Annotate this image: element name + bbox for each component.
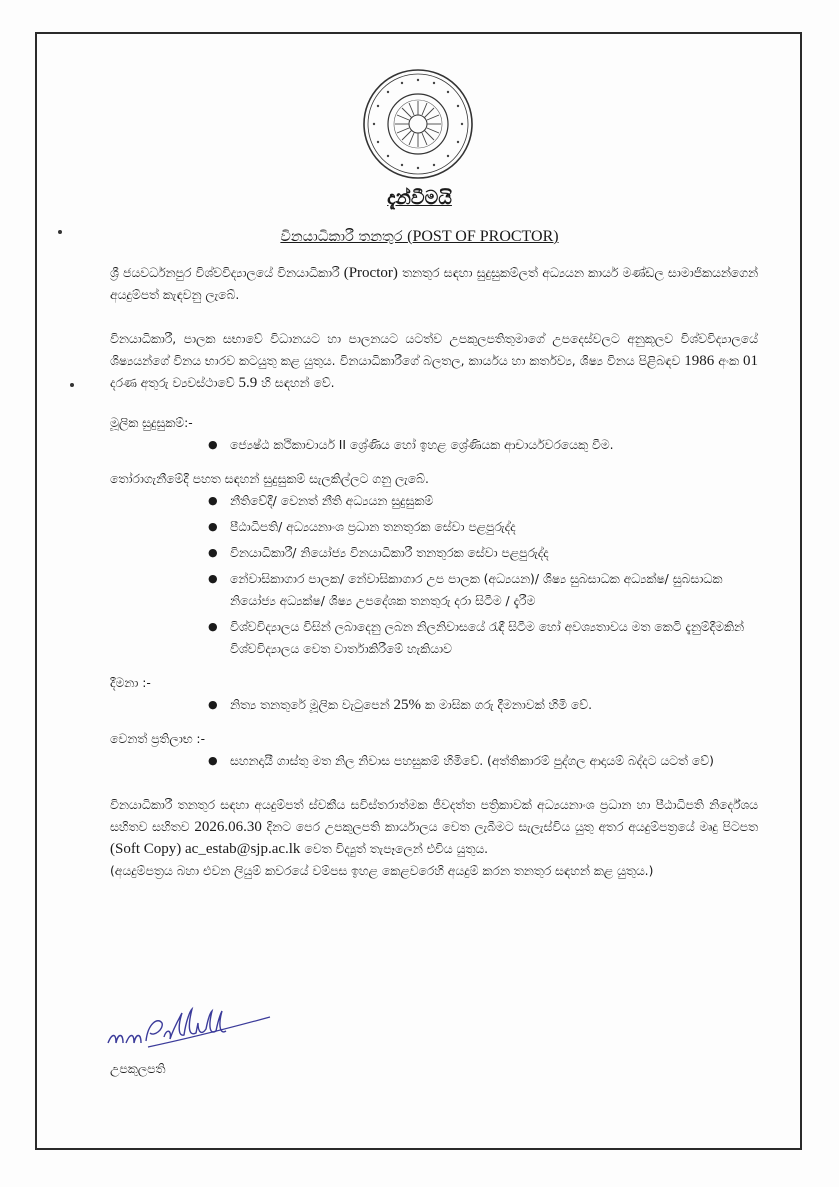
list-item: ● පීඨාධිපති/ අධ්‍යයනාංශ ප්‍රධාන තනතුරක සේවා පළපුරුද්ද xyxy=(208,516,758,538)
list-item xyxy=(208,694,758,716)
duties-text-3: දරණ අතුරු ව්‍යවස්ථාවේ xyxy=(110,376,235,390)
intro-text-1: ශ්‍රී ජයවර්ධනපුර විශ්වවිද්‍යාලයේ විනයාධිකාරී xyxy=(110,266,340,280)
allowance-heading: දීමනා :- xyxy=(110,676,151,690)
list-item: ● නේවාසිකාගාර පාලක/ නේවාසිකාගාර උප පාලක (අධ්‍යයන)/ ශිෂ්‍ය සුබසාධක අධ්‍යක්ෂ/ සුබසාධක නියෝජ්‍ය අධ්‍යක්ෂ/ ශිෂ්‍ය උපදේශක තනතුරු දරා සිටීම / දැරීම xyxy=(208,568,758,612)
list-item: ● විශ්වවිද්‍යාලය විසින් ලබාදෙනු ලබන නිලනිවාසයේ රැඳී සිටීම හෝ අවශ්‍යතාවය මත කෙටි දැනුම්දීමකින් විශ්වවිද්‍යාලය වෙත වාර්තාකිරීමේ හැකියාව xyxy=(208,616,758,660)
list-item: ● නීතිවේදී/ වෙනත් නීති අධ්‍යයන සුදුසුකම් xyxy=(208,490,758,512)
basic-qualifications-heading: මූලික සුදුසුකම්:- xyxy=(110,416,193,430)
allowance-text-1: නිත්‍ය තනතුරේ මූලික වැටුපෙන් xyxy=(230,698,390,712)
basic-qualifications-list xyxy=(110,434,758,456)
duties-text-1: විනයාධිකාරී, පාලක සභාවේ විධානයට හා පාලනයට යටත්ව උපකුලපතිතුමාගේ උපදෙස්වලට අනුකූලව විශ්වවිද්‍යාලයේ ශිෂ්‍යයන්ගේ විනය භාරව කටයුතු කළ යුතුය. විනයාධිකාරීගේ බලතල, කාර්යය හා කර්තව්‍ය, ශිෂ්‍ය විනය පිළිබඳව xyxy=(110,332,758,368)
benefits-heading: වෙනත් ප්‍රතිලාභ :- xyxy=(110,732,205,746)
subtitle-si: විනයාධිකාරී තනතුර xyxy=(280,229,403,245)
allowance-percent: 25% xyxy=(393,697,421,713)
notice-body xyxy=(110,262,758,882)
note-text-1: විනයාධිකාරී තනතුර සඳහා අයදුම්පත් ස්වකීය සවිස්තරාත්මක ජීවදත්ත පත්‍රිකාවක් අධ්‍යයනාංශ ප්‍රධාන හා පීඨාධිපති නිර්දේශය සහිතව සහිතව xyxy=(110,798,758,834)
university-seal-icon xyxy=(362,68,474,180)
duties-clause: 5.9 xyxy=(238,375,258,391)
note-text-3: වෙත විද්‍යුත් තැපෑලෙන් එවිය යුතුය. xyxy=(304,842,489,856)
note-text-2: දිනට පෙර උපකුලපති කාර්යාලය වෙත ලැබීමට සැලැස්විය යුතු අතර අයදුම්පත්‍රයේ මෘදු පිටපත xyxy=(266,820,758,834)
page-subtitle xyxy=(0,228,839,246)
benefits-list xyxy=(110,750,758,772)
duties-number: 01 xyxy=(742,353,758,369)
duties-text-4: හි සඳහන් වේ. xyxy=(261,376,335,390)
subtitle-en: (POST OF PROCTOR) xyxy=(407,228,559,245)
allowance-text-2: ක මාසික ගරු දීමනාවක් හිමි වේ. xyxy=(424,698,593,712)
list-item: ● සහනදායී ගාස්තු මත නිල නිවාස පහසුකම් හිමිවේ. (අත්තිකාරම් පුද්ගල ආදායම් බද්දට යටත් වේ) xyxy=(208,750,758,772)
envelope-note: (අයදුම්පත්‍රය බහා එවන ලියුම් කවරයේ වම්පස ඉහළ කෙළවරෙහි අයදුම් කරන තනතුර සඳහන් කළ යුතුය.) xyxy=(110,864,654,878)
scan-speck xyxy=(58,230,62,234)
signature-mark xyxy=(106,1003,276,1053)
allowance-list xyxy=(110,694,758,716)
page-title: දැන්වීමයි xyxy=(387,187,452,209)
application-note xyxy=(110,794,758,860)
list-item: ● ජ්‍යෙෂ්ඨ කථිකාචාර්ය II ශ්‍රේණිය හෝ ඉහළ ශ්‍රේණියක ආචාර්යවරයෙකු වීම. xyxy=(208,434,758,456)
duties-text-2: අංක xyxy=(718,354,739,368)
duties-year: 1986 xyxy=(684,353,715,369)
intro-proctor: (Proctor) xyxy=(343,265,398,281)
email-address: (Soft Copy) ac_estab@sjp.ac.lk xyxy=(110,841,301,857)
selection-criteria-heading: තෝරාගැනීමේදී පහත සඳහන් සුදුසුකම් සැලකිල්ලට ගනු ලැබේ. xyxy=(110,472,429,486)
intro-text-2: තනතුර සඳහා සුදුසුකම්ලත් අධ්‍යයන කාර්ය මණ්ඩල සාමාජිකයන්ගෙන් අයදුම්පත් කැඳවනු ලැබේ. xyxy=(110,266,758,302)
list-item: ● විනයාධිකාරී/ නියෝජ්‍ය විනයාධිකාරී තනතුරක සේවා පළපුරුද්ද xyxy=(208,542,758,564)
closing-date: 2026.06.30 xyxy=(194,819,262,835)
designation-vice-chancellor: උපකුලපති xyxy=(110,1062,166,1076)
selection-criteria-list xyxy=(110,490,758,660)
duties-paragraph xyxy=(110,328,758,394)
scan-speck xyxy=(70,383,74,387)
intro-paragraph xyxy=(110,262,758,306)
